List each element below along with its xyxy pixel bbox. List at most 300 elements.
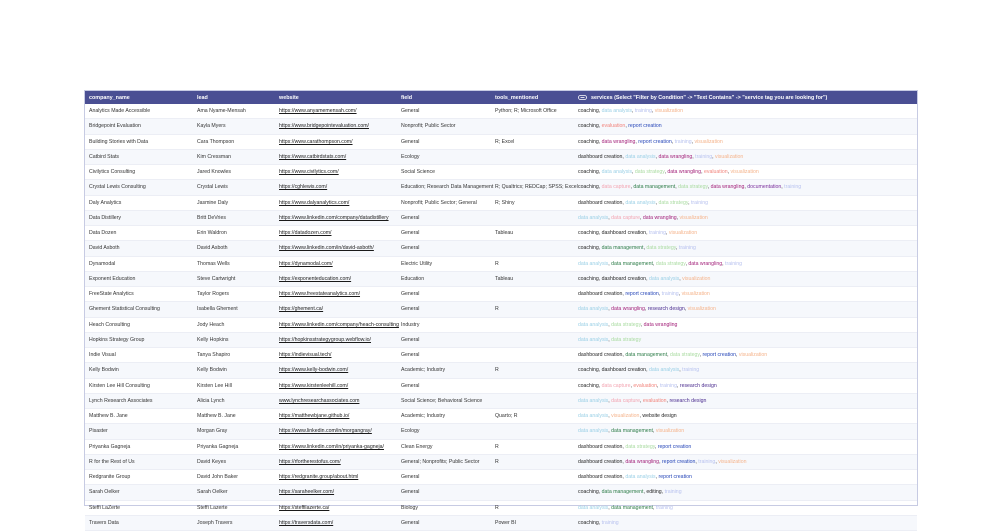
field-cell: General — [397, 104, 491, 119]
service-tag: visualization — [718, 458, 747, 465]
company-name-cell: Data Dozen — [85, 226, 193, 241]
services-cell — [574, 165, 917, 180]
website-link[interactable]: https://www.kelly-bodwin.com/ — [275, 363, 397, 378]
tag-separator: , — [608, 397, 612, 404]
website-link[interactable]: https://ghement.ca/ — [275, 302, 397, 317]
website-link[interactable]: https://www.kirstenleehill.com/ — [275, 378, 397, 393]
company-name-cell: FreeState Analytics — [85, 287, 193, 302]
tag-separator: , — [608, 413, 612, 420]
table-row[interactable] — [85, 271, 917, 286]
tag-separator: , — [640, 321, 644, 328]
lead-cell: Sarah Oelker — [193, 485, 275, 500]
service-tag: training — [601, 519, 619, 526]
website-link[interactable]: https://hopkinsstrategygroup.webflow.io/ — [275, 332, 397, 347]
company-name-cell: David Asboth — [85, 241, 193, 256]
services-cell — [574, 424, 917, 439]
service-tag: training — [725, 260, 743, 267]
tag-separator: , — [630, 184, 634, 191]
service-tag: data analysis — [625, 153, 656, 160]
lead-cell: Isabella Ghement — [193, 302, 275, 317]
company-name-cell: Pisaster — [85, 424, 193, 439]
table-row[interactable] — [85, 180, 917, 195]
header-lead[interactable]: lead — [193, 91, 275, 104]
table-row[interactable] — [85, 195, 917, 210]
service-tag: data wrangling — [611, 306, 645, 313]
tools-cell — [491, 119, 574, 134]
table-row[interactable] — [85, 302, 917, 317]
tag-separator: , — [622, 291, 626, 298]
service-tag: research design — [669, 397, 707, 404]
field-cell: Nonprofit; Public Sector — [397, 119, 491, 134]
tag-separator: , — [667, 352, 671, 359]
table-row[interactable] — [85, 439, 917, 454]
services-cell — [574, 348, 917, 363]
company-name-cell: Redgranite Group — [85, 470, 193, 485]
company-name-cell: Priyanka Gagneja — [85, 439, 193, 454]
table-row[interactable] — [85, 515, 917, 530]
field-cell: General — [397, 348, 491, 363]
website-link[interactable]: https://steffilazerte.ca/ — [275, 500, 397, 515]
company-name-cell: Kirsten Lee Hill Consulting — [85, 378, 193, 393]
service-tag: data management — [611, 428, 653, 435]
service-tag: dashboard creation — [578, 199, 623, 206]
table-row[interactable] — [85, 104, 917, 119]
service-tag: data analysis — [578, 321, 609, 328]
table-row[interactable] — [85, 393, 917, 408]
field-cell: General — [397, 302, 491, 317]
services-cell — [574, 515, 917, 530]
tag-separator: , — [640, 214, 643, 221]
tools-cell — [491, 287, 574, 302]
field-cell: Nonprofit; Public Sector; General — [397, 195, 491, 210]
company-table — [85, 91, 917, 531]
tools-cell — [491, 424, 574, 439]
field-cell: General — [397, 134, 491, 149]
website-link[interactable]: https://traversdata.com/ — [275, 515, 397, 530]
website-link[interactable]: https://dynamodal.com/ — [275, 256, 397, 271]
website-link[interactable]: https://www.linkedin.com/company/datadistillery — [275, 210, 397, 225]
lead-cell: Erin Waldron — [193, 226, 275, 241]
tools-cell: Power BI — [491, 515, 574, 530]
tools-cell: Quarto; R — [491, 409, 574, 424]
tag-separator: , — [598, 169, 602, 176]
company-name-cell: Data Distillery — [85, 210, 193, 225]
lead-cell: David John Baker — [193, 470, 275, 485]
tools-cell: R — [491, 302, 574, 317]
website-link[interactable]: www.lynchresearchassociates.com — [275, 393, 397, 408]
tag-separator: , — [699, 352, 703, 359]
website-link[interactable]: https://www.civilytics.com/ — [275, 165, 397, 180]
service-tag: data strategy — [634, 169, 665, 176]
service-tag: report creation — [702, 352, 736, 359]
service-tag: training — [648, 230, 666, 237]
field-cell: General — [397, 226, 491, 241]
filter-icon[interactable] — [578, 95, 587, 100]
lead-cell: Kelly Hopkins — [193, 332, 275, 347]
service-tag: data wrangling — [601, 138, 636, 145]
service-tag: dashboard creation — [578, 291, 623, 298]
tag-separator: , — [722, 260, 726, 267]
company-name-cell: Dynamodal — [85, 256, 193, 271]
lead-cell: Britt DeVries — [193, 210, 275, 225]
website-link[interactable]: https://www.linkedin.com/in/morgangray/ — [275, 424, 397, 439]
lead-cell: Ama Nyame-Mensah — [193, 104, 275, 119]
table-row[interactable] — [85, 119, 917, 134]
tag-separator: , — [622, 458, 626, 465]
services-cell — [574, 500, 917, 515]
table-row[interactable] — [85, 317, 917, 332]
tag-separator: , — [685, 260, 689, 267]
service-tag: dashboard creation — [601, 230, 647, 237]
service-tag: data management — [601, 245, 644, 252]
service-tag: training — [674, 138, 692, 145]
tag-separator: , — [679, 367, 683, 374]
tag-separator: , — [608, 321, 612, 328]
company-name-cell: Lynch Research Associates — [85, 393, 193, 408]
service-tag: data wrangling — [658, 153, 693, 160]
tag-separator: , — [744, 184, 748, 191]
service-tag: training — [784, 184, 802, 191]
service-tag: editing — [646, 489, 662, 496]
table-row[interactable] — [85, 149, 917, 164]
tag-separator: , — [712, 153, 716, 160]
service-tag: data wrangling — [710, 184, 745, 191]
table-row[interactable] — [85, 134, 917, 149]
tag-separator: , — [622, 153, 626, 160]
tools-cell: R — [491, 439, 574, 454]
table-row[interactable] — [85, 165, 917, 180]
tools-cell — [491, 393, 574, 408]
header-row — [85, 91, 917, 104]
table-row[interactable] — [85, 256, 917, 271]
tag-separator: , — [679, 275, 683, 282]
service-tag: dashboard creation — [578, 458, 623, 465]
service-tag: coaching — [578, 123, 599, 130]
table-row[interactable] — [85, 210, 917, 225]
service-tag: visualization — [655, 428, 685, 435]
service-tag: data management — [633, 184, 676, 191]
service-tag: visualization — [730, 169, 759, 176]
tools-cell: Tableau — [491, 271, 574, 286]
lead-cell: Thomas Wells — [193, 256, 275, 271]
service-tag: data strategy — [655, 260, 686, 267]
tag-separator: , — [598, 275, 602, 282]
field-cell: General — [397, 470, 491, 485]
company-name-cell: Crystal Lewis Consulting — [85, 180, 193, 195]
service-tag: visualization — [682, 275, 711, 282]
service-tag: training — [690, 199, 708, 206]
table-row[interactable] — [85, 378, 917, 393]
website-link[interactable]: https://www.freestateanalytics.com/ — [275, 287, 397, 302]
company-name-cell: Exponent Education — [85, 271, 193, 286]
tools-cell — [491, 332, 574, 347]
website-link[interactable]: https://www.dalyanalytics.com/ — [275, 195, 397, 210]
field-cell: Education; Research Data Management — [397, 180, 491, 195]
services-cell — [574, 302, 917, 317]
spreadsheet — [84, 90, 918, 526]
tag-separator: , — [631, 169, 635, 176]
lead-cell: Joseph Travers — [193, 515, 275, 530]
lead-cell: Steve Cartwright — [193, 271, 275, 286]
service-tag: data wrangling — [625, 458, 660, 465]
service-tag: data management — [601, 489, 644, 496]
service-tag: visualization — [654, 108, 683, 115]
tag-separator: , — [653, 504, 656, 511]
service-tag: data wrangling — [667, 169, 702, 176]
tag-separator: , — [598, 108, 602, 115]
service-tag: visualization — [694, 138, 723, 145]
field-cell: Social Science — [397, 165, 491, 180]
services-cell — [574, 470, 917, 485]
table-row[interactable] — [85, 226, 917, 241]
tools-cell: R; Excel — [491, 134, 574, 149]
tag-separator: , — [639, 413, 643, 420]
services-cell — [574, 226, 917, 241]
tag-separator: , — [701, 169, 704, 176]
service-tag: data capture — [611, 214, 641, 221]
service-tag: evaluation — [633, 382, 658, 389]
field-cell: Industry — [397, 317, 491, 332]
website-link[interactable]: https://indievisual.tech/ — [275, 348, 397, 363]
tag-separator: , — [598, 138, 602, 145]
field-cell: Biology — [397, 500, 491, 515]
header-tools-mentioned[interactable]: tools_mentioned — [491, 91, 574, 104]
website-link[interactable]: https://www.linkedin.com/in/priyanka-gagneja/ — [275, 439, 397, 454]
tag-separator: , — [643, 245, 647, 252]
tag-separator: , — [608, 428, 612, 435]
lead-cell: Jared Knowles — [193, 165, 275, 180]
services-cell — [574, 393, 917, 408]
service-tag: training — [698, 458, 716, 465]
field-cell: Social Science; Behavioral Science — [397, 393, 491, 408]
field-cell: Clean Energy — [397, 439, 491, 454]
tag-separator: , — [598, 245, 602, 252]
tag-separator: , — [608, 214, 612, 221]
service-tag: data analysis — [601, 108, 632, 115]
table-row[interactable] — [85, 470, 917, 485]
service-tag: data analysis — [578, 413, 609, 420]
field-cell: General — [397, 515, 491, 530]
tag-separator: , — [664, 169, 668, 176]
website-link[interactable]: https://www.anyamemensah.com/ — [275, 104, 397, 119]
service-tag: training — [695, 153, 713, 160]
website-link[interactable]: https://www.bridgepointevaluation.com/ — [275, 119, 397, 134]
tools-cell: R; Qualtrics; REDCap; SPSS; Excel — [491, 180, 574, 195]
service-tag: visualization — [681, 291, 710, 298]
tag-separator: , — [691, 138, 695, 145]
tools-cell — [491, 378, 574, 393]
website-link[interactable]: https://saraheelker.com/ — [275, 485, 397, 500]
field-cell: Ecology — [397, 424, 491, 439]
services-cell — [574, 317, 917, 332]
service-tag: data analysis — [578, 397, 609, 404]
tag-separator: , — [695, 458, 699, 465]
service-tag: data strategy — [646, 245, 676, 252]
header-field[interactable]: field — [397, 91, 491, 104]
tag-separator: , — [643, 489, 647, 496]
company-name-cell: Hopkins Strategy Group — [85, 332, 193, 347]
services-cell — [574, 180, 917, 195]
tag-separator: , — [608, 504, 612, 511]
service-tag: coaching — [578, 245, 599, 252]
field-cell: Education — [397, 271, 491, 286]
website-link[interactable]: https://rfortherestofus.com/ — [275, 454, 397, 469]
service-tag: data strategy — [611, 336, 642, 343]
field-cell: General — [397, 210, 491, 225]
service-tag: coaching — [578, 138, 599, 145]
table-row[interactable] — [85, 500, 917, 515]
service-tag: visualization — [668, 230, 698, 237]
service-tag: documentation — [747, 184, 782, 191]
service-tag: coaching — [578, 382, 599, 389]
table-row[interactable] — [85, 287, 917, 302]
lead-cell: David Keyes — [193, 454, 275, 469]
service-tag: data strategy — [678, 184, 708, 191]
lead-cell: Matthew B. Jane — [193, 409, 275, 424]
lead-cell: Kayla Myers — [193, 119, 275, 134]
header-company-name[interactable]: company_name — [85, 91, 193, 104]
services-cell — [574, 241, 917, 256]
tag-separator: , — [676, 214, 680, 221]
table-row[interactable] — [85, 454, 917, 469]
lead-cell: Priyanka Gagneja — [193, 439, 275, 454]
service-tag: dashboard creation — [578, 352, 623, 359]
service-tag: data strategy — [625, 443, 655, 450]
company-name-cell: Kelly Bodwin — [85, 363, 193, 378]
service-tag: report creation — [638, 138, 672, 145]
website-link[interactable]: https://www.catbirdstats.com/ — [275, 149, 397, 164]
lead-cell: Jasmine Daly — [193, 195, 275, 210]
table-row[interactable] — [85, 332, 917, 347]
services-cell — [574, 195, 917, 210]
tools-cell: Python; R; Microsoft Office — [491, 104, 574, 119]
service-tag: data analysis — [578, 336, 609, 343]
website-link[interactable]: https://redgranite.group/about.html — [275, 470, 397, 485]
tag-separator: , — [675, 184, 679, 191]
website-link[interactable]: https://www.linkedin.com/company/heach-consulting — [275, 317, 397, 332]
service-tag: dashboard creation — [578, 474, 623, 481]
tools-cell: R — [491, 256, 574, 271]
tag-separator: , — [622, 199, 626, 206]
tag-separator: , — [707, 184, 711, 191]
tag-separator: , — [598, 367, 602, 374]
service-tag: training — [682, 367, 700, 374]
service-tag: visualization — [738, 352, 768, 359]
tag-separator: , — [655, 474, 659, 481]
service-tag: visualization — [679, 214, 708, 221]
field-cell: General — [397, 241, 491, 256]
company-name-cell: Indie Visual — [85, 348, 193, 363]
header-services[interactable] — [574, 91, 917, 104]
tag-separator: , — [608, 336, 612, 343]
service-tag: data analysis — [578, 504, 609, 511]
field-cell: General — [397, 287, 491, 302]
table-row[interactable] — [85, 363, 917, 378]
tag-separator: , — [781, 184, 785, 191]
service-tag: coaching — [578, 184, 599, 191]
tag-separator: , — [625, 123, 629, 130]
header-services-label: services (Select "Filter by Condition" -> "Text Contains" -> "service tag you are looking for") — [591, 94, 828, 101]
service-tag: visualization — [687, 306, 716, 313]
lead-cell: Kirsten Lee Hill — [193, 378, 275, 393]
service-tag: data wrangling — [643, 321, 678, 328]
tag-separator: , — [608, 260, 612, 267]
tag-separator: , — [646, 367, 649, 374]
field-cell: General — [397, 332, 491, 347]
service-tag: coaching — [578, 519, 599, 526]
service-tag: data analysis — [578, 306, 609, 313]
website-link[interactable]: https://datadozen.com/ — [275, 226, 397, 241]
service-tag: data management — [625, 352, 668, 359]
service-tag: research design — [679, 382, 717, 389]
company-name-cell: Building Stories with Data — [85, 134, 193, 149]
service-tag: data analysis — [625, 199, 656, 206]
tag-separator: , — [678, 291, 682, 298]
service-tag: data management — [611, 504, 653, 511]
table-row[interactable] — [85, 485, 917, 500]
service-tag: data analysis — [578, 260, 609, 267]
tools-cell: R — [491, 363, 574, 378]
tag-separator: , — [675, 245, 679, 252]
tag-separator: , — [653, 260, 656, 267]
service-tag: report creation — [628, 123, 662, 130]
tag-separator: , — [655, 153, 659, 160]
table-row[interactable] — [85, 348, 917, 363]
tools-cell — [491, 241, 574, 256]
lead-cell: Morgan Gray — [193, 424, 275, 439]
table-row[interactable] — [85, 424, 917, 439]
service-tag: data wrangling — [642, 214, 677, 221]
service-tag: report creation — [657, 443, 692, 450]
tag-separator: , — [630, 382, 634, 389]
services-cell — [574, 332, 917, 347]
tools-cell — [491, 317, 574, 332]
table-row[interactable] — [85, 409, 917, 424]
service-tag: data capture — [611, 397, 641, 404]
website-link[interactable]: https://exponenteducation.com/ — [275, 271, 397, 286]
service-tag: report creation — [661, 458, 696, 465]
tag-separator: , — [651, 108, 655, 115]
service-tag: research design — [647, 306, 685, 313]
service-tag: evaluation — [703, 169, 728, 176]
lead-cell: Taylor Rogers — [193, 287, 275, 302]
tag-separator: , — [658, 291, 662, 298]
services-cell — [574, 363, 917, 378]
service-tag: training — [661, 291, 679, 298]
services-cell — [574, 287, 917, 302]
company-name-cell: Analytics Made Accessible — [85, 104, 193, 119]
service-tag: training — [655, 504, 673, 511]
tag-separator: , — [598, 519, 602, 526]
company-name-cell: Matthew B. Jane — [85, 409, 193, 424]
website-link[interactable]: https://www.linkedin.com/in/david-asboth/ — [275, 241, 397, 256]
website-link[interactable]: https://cghlewis.com/ — [275, 180, 397, 195]
tools-cell — [491, 165, 574, 180]
table-row[interactable] — [85, 241, 917, 256]
field-cell: Academic; Industry — [397, 409, 491, 424]
website-link[interactable]: https://www.carathompson.com/ — [275, 134, 397, 149]
tools-cell — [491, 149, 574, 164]
tag-separator: , — [622, 352, 626, 359]
field-cell: General — [397, 485, 491, 500]
services-cell — [574, 271, 917, 286]
lead-cell: Steffi Lazerte — [193, 500, 275, 515]
website-link[interactable]: https://matthewbjane.github.io/ — [275, 409, 397, 424]
tag-separator: , — [631, 108, 635, 115]
field-cell: General; Nonprofits; Public Sector — [397, 454, 491, 469]
header-website[interactable]: website — [275, 91, 397, 104]
service-tag: coaching — [578, 230, 599, 237]
